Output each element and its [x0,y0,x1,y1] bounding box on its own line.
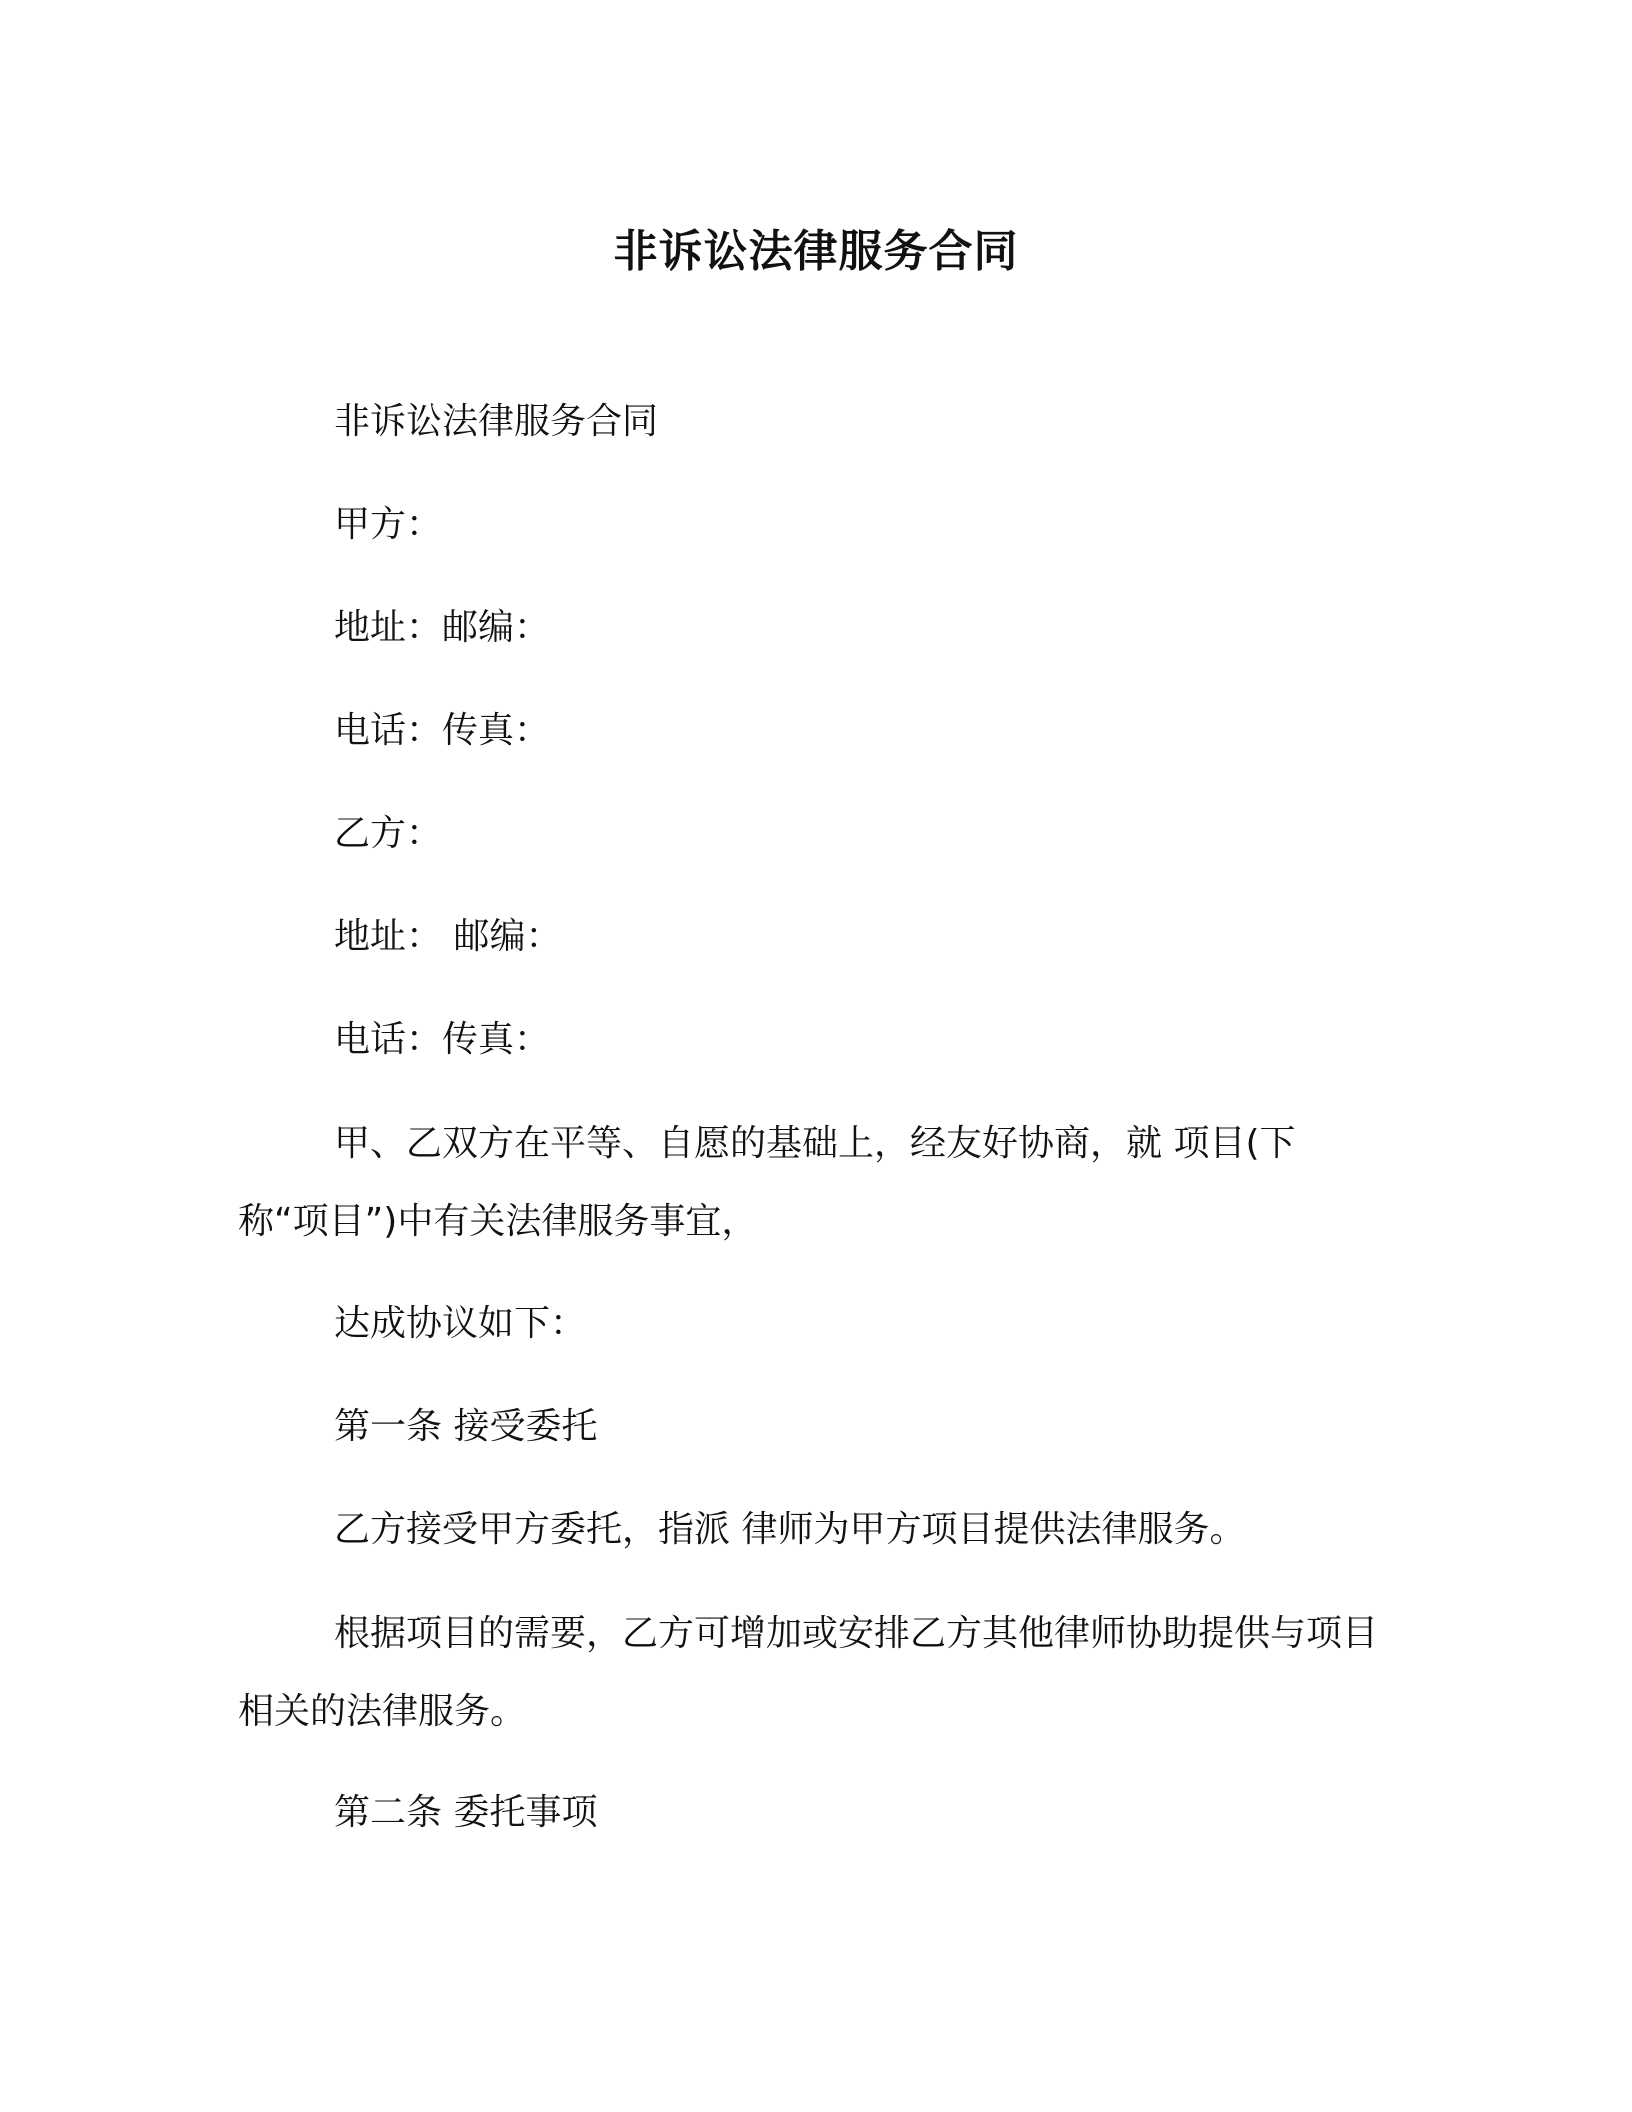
party-a-address-line: 地址：邮编： [334,607,551,648]
document-title: 非诉讼法律服务合同 [613,226,1019,277]
article-1-paragraph-2: 根据项目的需要，乙方可增加或安排乙方其他律师协助提供与项目相关的法律服务。 [238,1613,1379,1732]
subtitle: 非诉讼法律服务合同 [334,401,659,442]
article-1-paragraph-1: 乙方接受甲方委托，指派 律师为甲方项目提供法律服务。 [334,1509,1246,1550]
party-a-phone-line: 电话：传真： [334,710,551,751]
party-a-line: 甲方： [334,504,443,545]
party-b-phone-line: 电话：传真： [334,1019,551,1060]
article-2-heading: 第二条 委托事项 [334,1792,598,1833]
agreement-intro-line: 达成协议如下： [334,1303,587,1344]
party-b-line: 乙方： [334,813,443,854]
party-b-address-line: 地址： 邮编： [334,916,562,957]
article-1-heading: 第一条 接受委托 [334,1406,598,1447]
preamble-paragraph: 甲、乙双方在平等、自愿的基础上，经友好协商，就 项目(下称“项目”)中有关法律服务事宜， [238,1123,1296,1242]
